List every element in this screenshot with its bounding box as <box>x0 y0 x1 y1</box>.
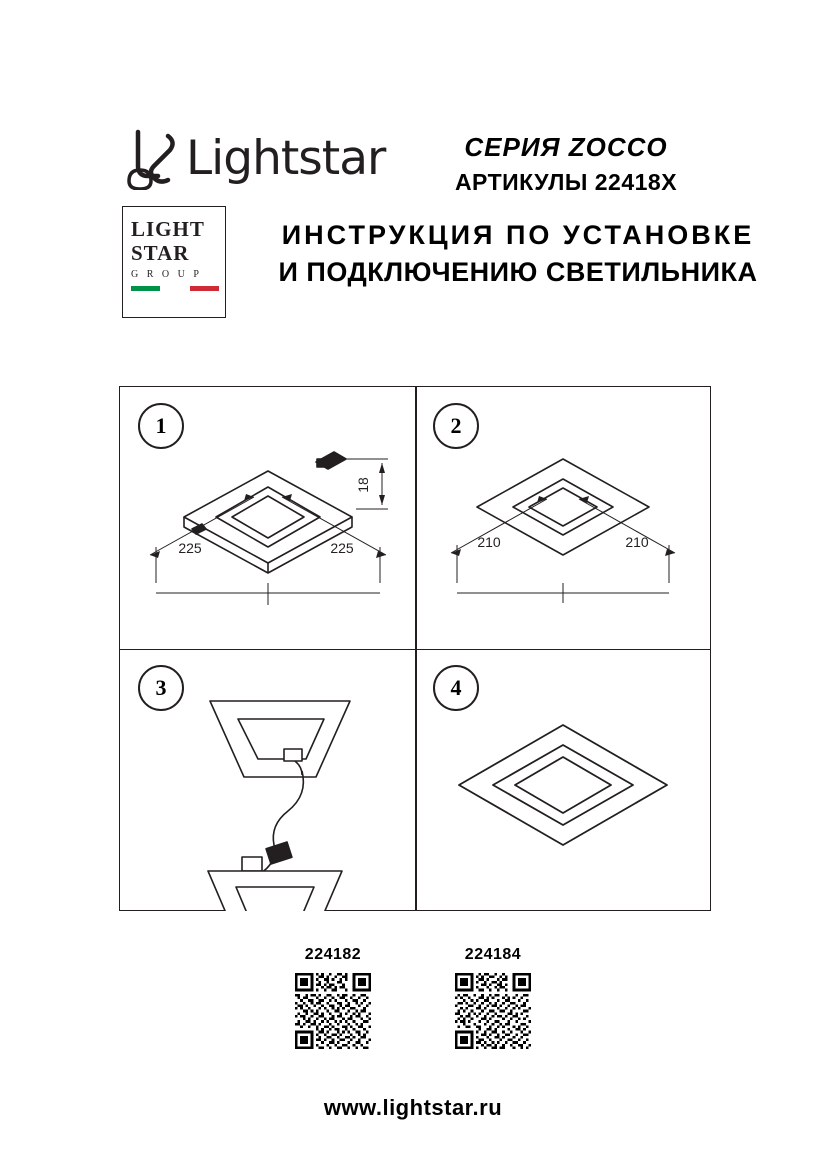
instruction-line-1: ИНСТРУКЦИЯ ПО УСТАНОВКЕ <box>281 220 755 250</box>
instruction-line-2: И ПОДКЛЮЧЕНИЮ СВЕТИЛЬНИКА <box>278 257 758 287</box>
footer-website[interactable]: www.lightstar.ru <box>323 1095 503 1120</box>
qr-code-icon <box>295 973 371 1049</box>
series-info <box>416 132 716 196</box>
italy-flag-icon <box>131 286 219 291</box>
code-item <box>433 946 553 1049</box>
logo-line-1: LIGHT <box>131 217 205 241</box>
dimension-label: 225 <box>178 540 202 556</box>
series-label: СЕРИЯ ZOCCO <box>464 132 668 162</box>
product-codes <box>0 946 826 1049</box>
lightstar-bulb-icon <box>124 126 182 190</box>
dimension-label: 18 <box>355 477 371 493</box>
article-label: АРТИКУЛЫ 22418X <box>454 169 678 195</box>
lightstar-group-logo <box>122 206 226 318</box>
code-label: 224182 <box>304 946 362 963</box>
instruction-title <box>258 220 778 288</box>
dimension-label: 210 <box>625 534 649 550</box>
code-item <box>273 946 393 1049</box>
brand-logo <box>124 126 385 190</box>
step-number-badge: 1 <box>138 403 184 449</box>
step-number-badge: 2 <box>433 403 479 449</box>
step-cell-2 <box>415 387 710 649</box>
steps-grid <box>119 386 711 911</box>
brand-wordmark: Lightstar <box>186 130 386 186</box>
dimension-label: 210 <box>477 534 501 550</box>
step-cell-3 <box>120 649 415 911</box>
dimension-label: 225 <box>330 540 354 556</box>
qr-code-icon <box>455 973 531 1049</box>
step-cell-1 <box>120 387 415 649</box>
title-row <box>0 200 826 324</box>
logo-line-3: G R O U P <box>131 269 202 280</box>
step-cell-4 <box>415 649 710 911</box>
logo-line-2: STAR <box>131 241 190 265</box>
step-number-badge: 4 <box>433 665 479 711</box>
page-header <box>0 62 826 195</box>
step-number-badge: 3 <box>138 665 184 711</box>
code-label: 224184 <box>464 946 522 963</box>
